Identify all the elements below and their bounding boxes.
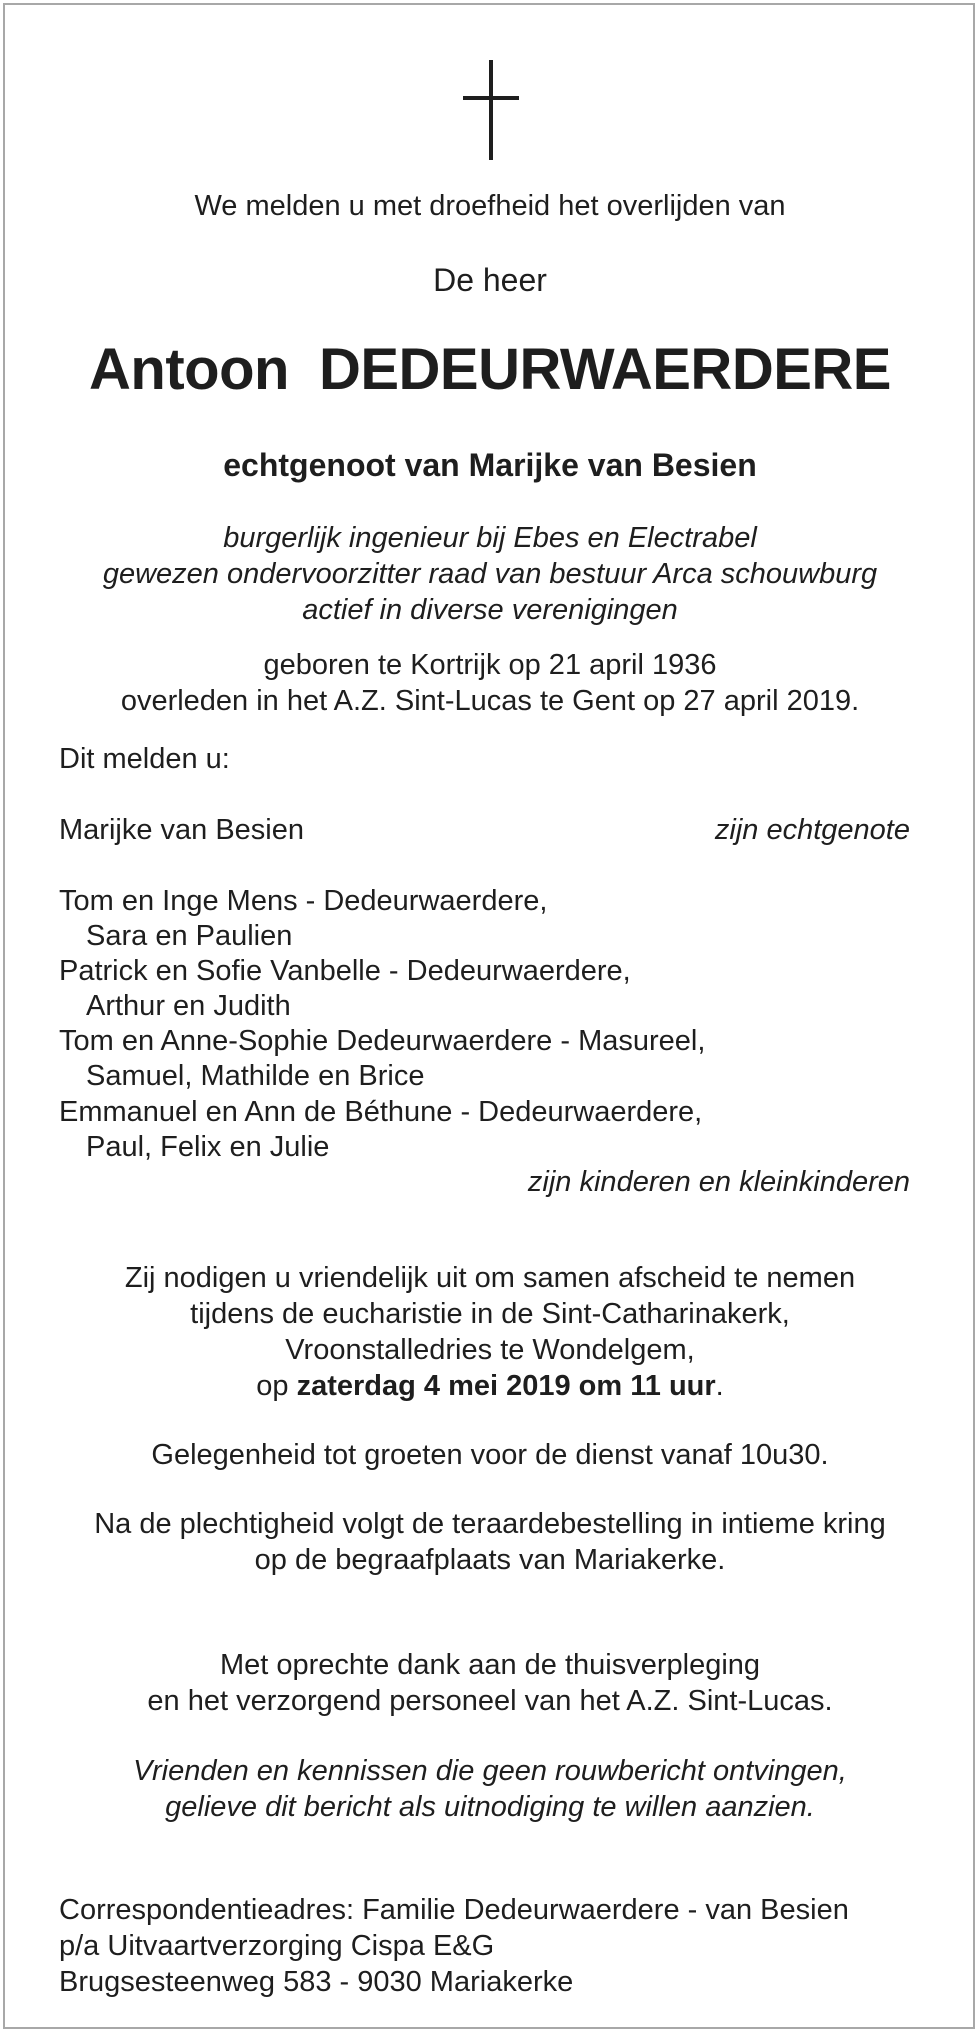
role-line: burgerlijk ingenieur bij Ebes en Electrabel: [223, 522, 757, 554]
family-parents: Emmanuel en Ann de Béthune - Dedeurwaerdere,: [59, 1096, 703, 1128]
family-children: Sara en Paulien: [86, 920, 293, 952]
correspondence-line: Brugsesteenweg 583 - 9030 Mariakerke: [59, 1966, 574, 1998]
family-children: Paul, Felix en Julie: [86, 1131, 330, 1163]
role-line: actief in diverse verenigingen: [302, 594, 678, 626]
correspondence-line: p/a Uitvaartverzorging Cispa E&G: [59, 1930, 495, 1962]
service-date-prefix: op: [256, 1370, 297, 1402]
spouse-role: zijn echtgenote: [714, 814, 910, 846]
friends-line: gelieve dit bericht als uitnodiging te willen aanzien.: [165, 1791, 815, 1823]
invitation-line: tijdens de eucharistie in de Sint-Catharinakerk,: [190, 1298, 790, 1330]
first-name: Antoon: [89, 337, 289, 402]
thanks-line: en het verzorgend personeel van het A.Z. Sint-Lucas.: [147, 1685, 833, 1717]
salutation: De heer: [433, 262, 547, 298]
family-parents: Patrick en Sofie Vanbelle - Dedeurwaerdere,: [59, 955, 631, 987]
friends-line: Vrienden en kennissen die geen rouwbericht ontvingen,: [133, 1755, 847, 1787]
deceased-name: [0, 335, 980, 405]
announcers-heading: Dit melden u:: [59, 743, 230, 775]
family-parents: Tom en Inge Mens - Dedeurwaerdere,: [59, 885, 548, 917]
spouse-line: echtgenoot van Marijke van Besien: [223, 447, 757, 483]
family-children: Arthur en Judith: [86, 990, 291, 1022]
service-date: [0, 1368, 980, 1404]
burial-line: Na de plechtigheid volgt de teraardebestelling in intieme kring: [94, 1508, 886, 1540]
cross-icon: [463, 60, 519, 160]
intro-text: We melden u met droefheid het overlijden van: [194, 190, 786, 222]
family-children: Samuel, Mathilde en Brice: [86, 1060, 425, 1092]
greeting-line: Gelegenheid tot groeten voor de dienst vanaf 10u30.: [151, 1439, 829, 1471]
last-name: DEDEURWAERDERE: [318, 337, 891, 402]
correspondence-line: Correspondentieadres: Familie Dedeurwaerdere - van Besien: [59, 1894, 849, 1926]
burial-line: op de begraafplaats van Mariakerke.: [254, 1544, 726, 1576]
invitation-line: Zij nodigen u vriendelijk uit om samen afscheid te nemen: [124, 1262, 856, 1294]
birth-line: geboren te Kortrijk op 21 april 1936: [263, 649, 717, 681]
family-parents: Tom en Anne-Sophie Dedeurwaerdere - Masureel,: [59, 1025, 706, 1057]
death-line: overleden in het A.Z. Sint-Lucas te Gent op 27 april 2019.: [120, 685, 860, 717]
service-date-suffix: .: [715, 1370, 724, 1402]
service-date-bold: zaterdag 4 mei 2019 om 11 uur: [296, 1370, 716, 1402]
invitation-line: Vroonstalledries te Wondelgem,: [285, 1334, 695, 1366]
thanks-line: Met oprechte dank aan de thuisverpleging: [219, 1649, 761, 1681]
family-role: zijn kinderen en kleinkinderen: [527, 1166, 910, 1198]
role-line: gewezen ondervoorzitter raad van bestuur Arca schouwburg: [102, 558, 878, 590]
spouse-name: Marijke van Besien: [59, 814, 304, 846]
